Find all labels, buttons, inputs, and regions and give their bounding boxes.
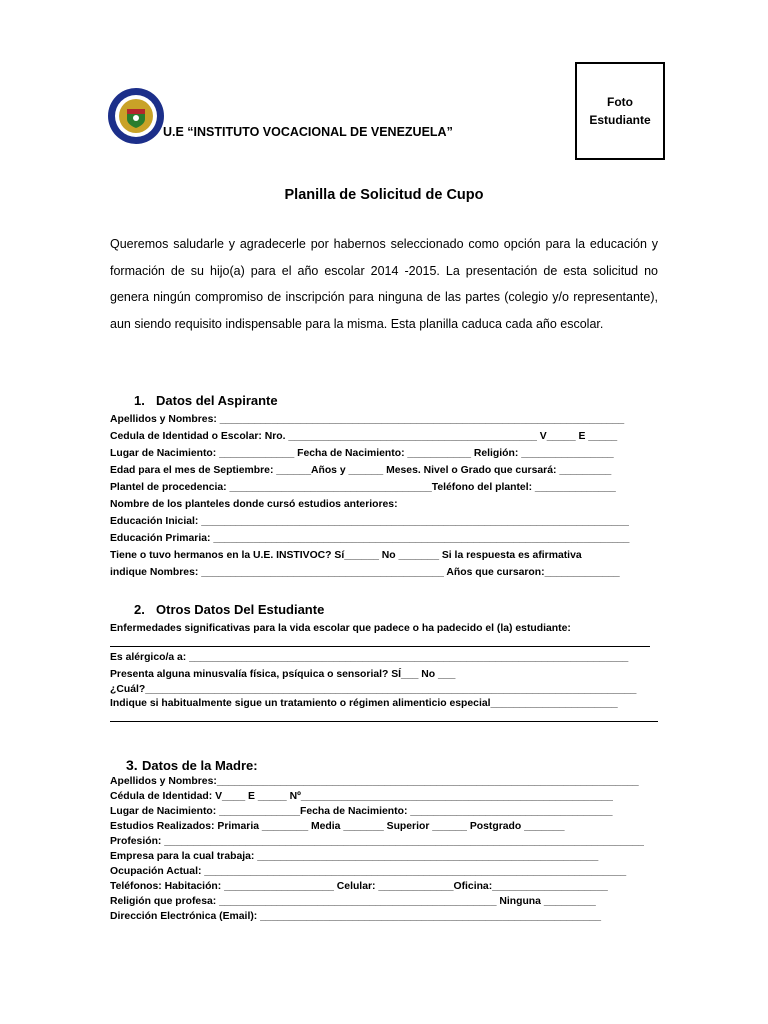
- section-3-title: Datos de la Madre:: [142, 758, 258, 773]
- section-1-number: 1.: [134, 393, 145, 408]
- form-title: Planilla de Solicitud de Cupo: [284, 187, 484, 203]
- field-row[interactable]: Presenta alguna minusvalía física, psíquica o sensorial? SÍ___ No ___: [110, 669, 456, 680]
- photo-label-line2: Estudiante: [589, 113, 651, 127]
- field-row[interactable]: Teléfonos: Habitación: ___________________ Celular: _____________Oficina:____________________: [110, 881, 608, 892]
- field-row[interactable]: Cedula de Identidad o Escolar: Nro. ___________________________________________ V_____ E _____: [110, 431, 618, 442]
- field-row: Nombre de los planteles donde cursó estudios anteriores:: [110, 499, 398, 510]
- field-row[interactable]: Estudios Realizados: Primaria ________ Media _______ Superior ______ Postgrado _______: [110, 821, 565, 832]
- field-row[interactable]: Edad para el mes de Septiembre: ______Años y ______ Meses. Nivel o Grado que cursará: _________: [110, 465, 612, 476]
- field-row[interactable]: Lugar de Nacimiento: _____________ Fecha de Nacimiento: ___________ Religión: ________________: [110, 448, 614, 459]
- section-2-title: Otros Datos Del Estudiante: [156, 602, 325, 617]
- blank-answer-line[interactable]: [110, 721, 658, 722]
- section-2-number: 2.: [134, 602, 145, 617]
- field-row[interactable]: Apellidos y Nombres: ______________________________________________________________________: [110, 414, 625, 425]
- section-1-title: Datos del Aspirante: [156, 393, 278, 408]
- intro-paragraph: Queremos saludarle y agradecerle por habernos seleccionado como opción para la educación y formación de su hijo(a) para el año escolar 2014 -2015. La presentación de esta solicitud no genera ningún compromiso de inscripción para ninguna de las partes (colegio y/o representante), aun siendo requisito indispensable para la misma. Esta planilla caduca cada año escolar.: [110, 237, 658, 331]
- section-2-heading: [134, 602, 324, 617]
- field-row[interactable]: Tiene o tuvo hermanos en la U.E. INSTIVOC? Sí______ No _______ Si la respuesta es afirmativa: [110, 550, 582, 561]
- blank-answer-line[interactable]: [110, 646, 650, 647]
- field-row[interactable]: Educación Inicial: __________________________________________________________________________: [110, 516, 629, 527]
- field-row[interactable]: Profesión: ___________________________________________________________________________________: [110, 836, 644, 847]
- field-row[interactable]: Lugar de Nacimiento: ______________Fecha de Nacimiento: ___________________________________: [110, 806, 613, 817]
- section-3-number: 3.: [126, 757, 138, 773]
- field-row[interactable]: Cédula de Identidad: V____ E _____ Nº______________________________________________________: [110, 791, 613, 802]
- field-row[interactable]: indique Nombres: __________________________________________ Años que cursaron:_____________: [110, 567, 620, 578]
- field-row[interactable]: Educación Primaria: ________________________________________________________________________: [110, 533, 630, 544]
- field-row[interactable]: Ocupación Actual: _________________________________________________________________________: [110, 866, 627, 877]
- field-row[interactable]: Es alérgico/a a: ____________________________________________________________________________: [110, 652, 629, 663]
- section-1-heading: [134, 393, 278, 408]
- field-row[interactable]: Religión que profesa: ________________________________________________ Ninguna _________: [110, 896, 596, 907]
- section-3-heading: [126, 757, 258, 773]
- student-photo-box: [575, 62, 665, 160]
- field-row[interactable]: Dirección Electrónica (Email): ___________________________________________________________: [110, 911, 602, 922]
- field-row[interactable]: Plantel de procedencia: ___________________________________Teléfono del plantel: ______________: [110, 482, 616, 493]
- school-name: U.E “INSTITUTO VOCACIONAL DE VENEZUELA”: [163, 125, 453, 139]
- field-row[interactable]: Empresa para la cual trabaja: ___________________________________________________________: [110, 851, 599, 862]
- field-row[interactable]: Apellidos y Nombres:_________________________________________________________________________: [110, 776, 639, 787]
- field-row[interactable]: Indique si habitualmente sigue un tratamiento o régimen alimenticio especial______________________: [110, 698, 618, 709]
- school-logo-seal: [107, 87, 165, 145]
- field-row[interactable]: ¿Cuál?_____________________________________________________________________________________: [110, 684, 637, 695]
- field-row: Enfermedades significativas para la vida escolar que padece o ha padecido el (la) estudiante:: [110, 623, 571, 634]
- photo-label-line1: Foto: [607, 95, 633, 109]
